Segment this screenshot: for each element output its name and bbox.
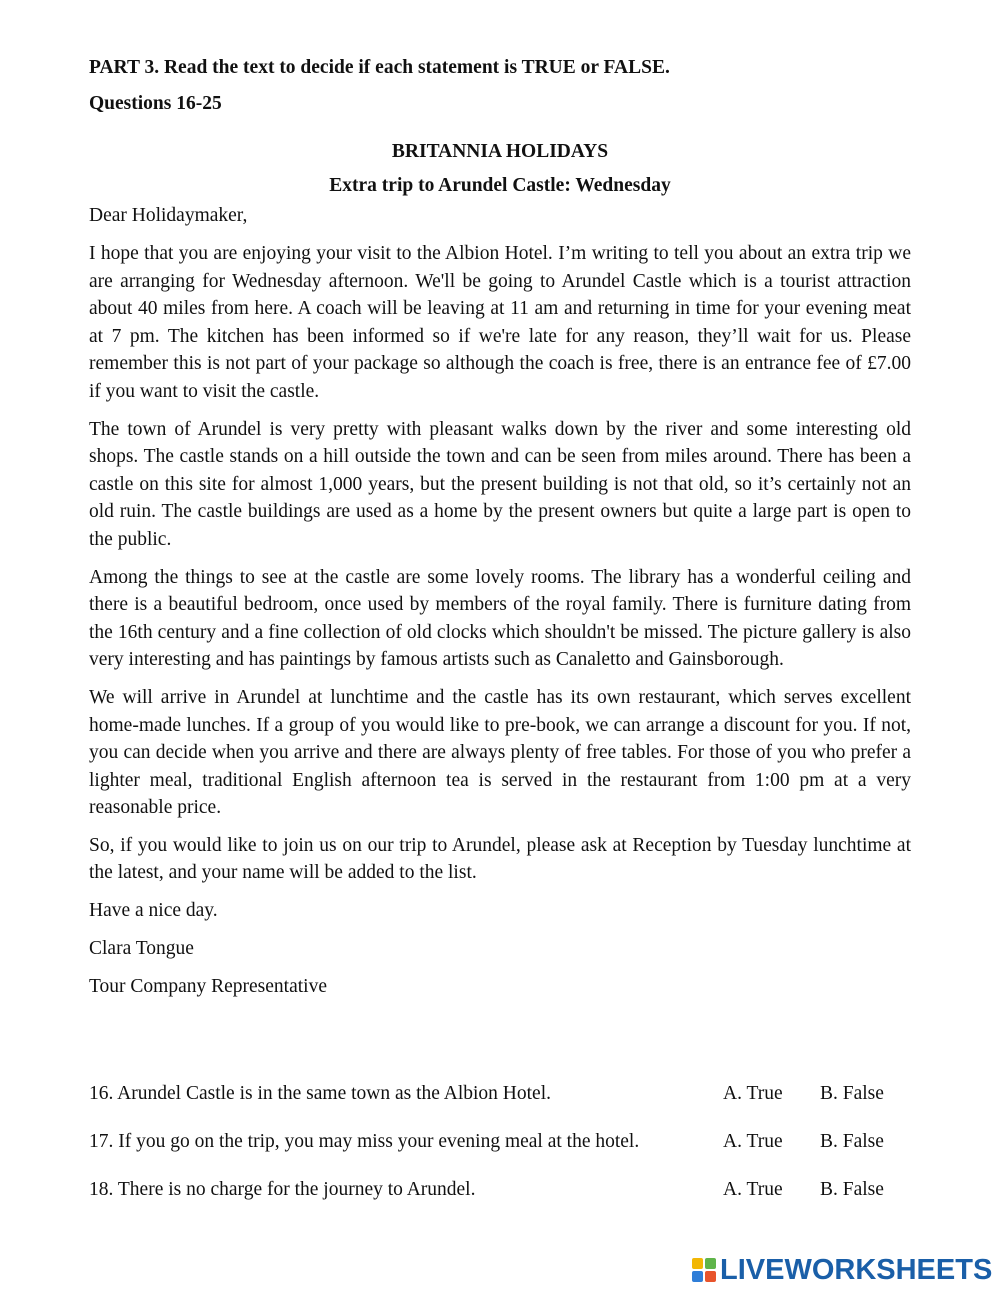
letter-paragraph-5: So, if you would like to join us on our trip to Arundel, please ask at Reception by Tuesday lunchtime at the latest, and your name will be added to the list.: [89, 834, 911, 884]
letter-paragraph-4: We will arrive in Arundel at lunchtime and the castle has its own restaurant, which serves excellent home-made lunches. If a group of you would like to pre-book, we can arrange a discount for you. If not, you can decide when you arrive and there are always plenty of free tables. For those of you who prefer a lighter meal, traditional English afternoon tea is served in the restaurant from 1:00 pm at a very reasonable price.: [89, 686, 911, 819]
question-row-17: [89, 1128, 911, 1176]
logo-tile-icon: [692, 1271, 703, 1282]
question-text: 17. If you go on the trip, you may miss your evening meal at the hotel.: [89, 1131, 640, 1152]
letter-paragraph-1: I hope that you are enjoying your visit to the Albion Hotel. I’m writing to tell you about an extra trip we are arranging for Wednesday afternoon. We'll be going to Arundel Castle which is a tourist attraction about 40 miles from here. A coach will be leaving at 11 am and returning in time for your evening meat at 7 pm. The kitchen has been informed so if we're late for any reason, they’ll wait for us. Please remember this is not part of your package so although the coach is free, there is an entrance fee of £7.00 if you want to visit the castle.: [89, 243, 911, 402]
question-text: 16. Arundel Castle is in the same town as the Albion Hotel.: [89, 1083, 551, 1104]
option-true[interactable]: A. True: [723, 1179, 783, 1200]
logo-tile-icon: [705, 1271, 716, 1282]
option-false[interactable]: B. False: [820, 1131, 884, 1152]
logo-tile-icon: [692, 1258, 703, 1269]
part-heading: PART 3. Read the text to decide if each statement is TRUE or FALSE.: [89, 57, 670, 78]
question-row-16: [89, 1080, 911, 1128]
option-false[interactable]: B. False: [820, 1083, 884, 1104]
liveworksheets-brand[interactable]: [692, 1252, 992, 1288]
letter-salutation: Dear Holidaymaker,: [89, 205, 248, 226]
signature-role: Tour Company Representative: [89, 976, 327, 998]
signature-name: Clara Tongue: [89, 938, 194, 960]
brand-name: LIVEWORKSHEETS: [720, 1254, 993, 1286]
option-true[interactable]: A. True: [723, 1083, 783, 1104]
question-row-18: [89, 1176, 911, 1224]
letter-paragraph-3: Among the things to see at the castle are some lovely rooms. The library has a wonderful ceiling and there is a beautiful bedroom, once used by members of the royal family. There is furniture dating from the 16th century and a fine collection of old clocks which shouldn't be missed. The picture gallery is also very interesting and has paintings by famous artists such as Canaletto and Gainsborough.: [89, 566, 911, 671]
letter-subtitle: Extra trip to Arundel Castle: Wednesday: [329, 175, 671, 196]
liveworksheets-logo-icon: [692, 1258, 716, 1282]
letter-paragraph-2: The town of Arundel is very pretty with pleasant walks down by the river and some interesting old shops. The castle stands on a hill outside the town and can be seen from miles around. There has been a castle on this site for almost 1,000 years, but the present building is not that old, so it’s certainly not an old ruin. The castle buildings are used as a home by the present owners but quite a large part is open to the public.: [89, 418, 911, 550]
question-text: 18. There is no charge for the journey to Arundel.: [89, 1179, 476, 1200]
logo-tile-icon: [705, 1258, 716, 1269]
option-false[interactable]: B. False: [820, 1179, 884, 1200]
worksheet-page: [89, 54, 911, 1001]
questions-range: Questions 16-25: [89, 93, 222, 114]
option-true[interactable]: A. True: [723, 1131, 783, 1152]
letter-closing: Have a nice day.: [89, 900, 218, 922]
question-list: [89, 1080, 911, 1224]
letter-title: BRITANNIA HOLIDAYS: [391, 141, 609, 162]
